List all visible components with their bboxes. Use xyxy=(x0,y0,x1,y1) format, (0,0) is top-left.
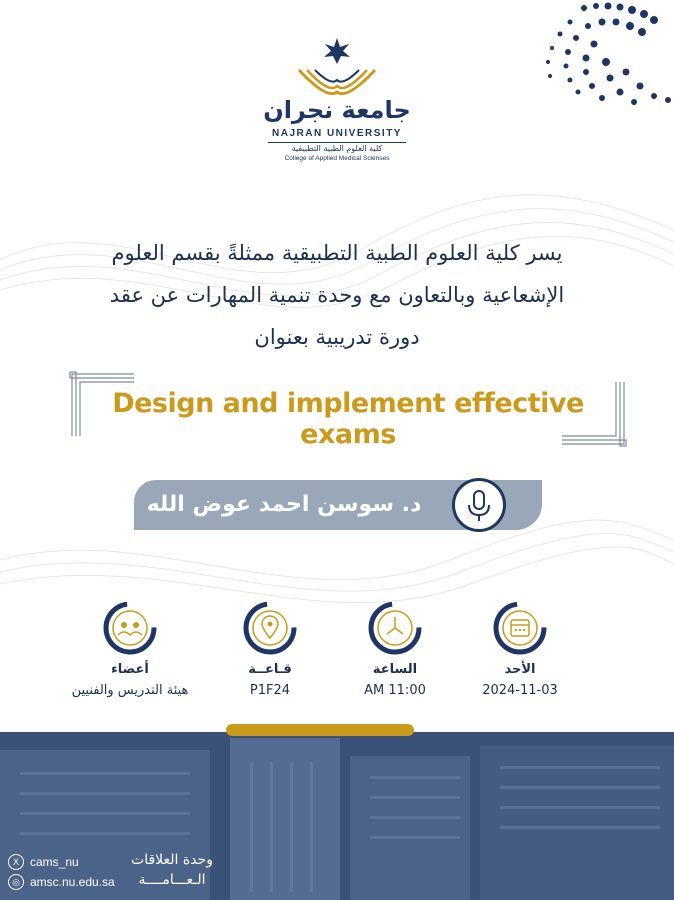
website-row[interactable] xyxy=(8,872,115,892)
room-value: P1F24 xyxy=(249,683,291,698)
logo-divider xyxy=(268,142,406,143)
date-info xyxy=(450,600,590,698)
location-pin-icon xyxy=(242,600,298,656)
social-handle[interactable]: cams_nu xyxy=(30,855,79,869)
calendar-icon xyxy=(492,600,548,656)
announcement-line-1: يسر كلية العلوم الطبية التطبيقية ممثلةً بقسم العلوم xyxy=(111,241,563,265)
logo-wings-icon xyxy=(297,66,377,96)
decorative-dots xyxy=(540,0,674,112)
audience-label: أعضاء xyxy=(111,662,149,677)
college-english-name: College of Applied Medical Scienses xyxy=(284,155,390,162)
date-value: 2024-11-03 xyxy=(482,683,558,698)
globe-icon: ◎ xyxy=(8,874,24,890)
social-links xyxy=(8,852,115,892)
website-link[interactable]: amsc.nu.edu.sa xyxy=(30,875,115,889)
time-value: 11:00 AM xyxy=(364,683,426,698)
room-label: قـاعــة xyxy=(248,662,292,677)
unit-line-2: الـعـــامــــة xyxy=(138,872,206,888)
university-logo xyxy=(262,38,412,160)
announcement-line-2: الإشعاعية وبالتعاون مع وحدة تنمية المهارات عن عقد xyxy=(109,283,565,307)
date-label: الأحد xyxy=(504,662,536,677)
audience-value: هيئة التدريس والفنيين xyxy=(71,683,189,698)
microphone-icon xyxy=(452,478,506,532)
audience-info xyxy=(60,600,200,698)
public-relations-unit xyxy=(122,850,222,890)
presenter-name: د. سوسن احمد عوض الله xyxy=(146,492,422,517)
people-icon xyxy=(102,600,158,656)
gold-divider-bar xyxy=(226,724,414,736)
course-title-frame xyxy=(68,370,628,448)
announcement-text xyxy=(40,232,634,358)
unit-line-1: وحدة العلاقات xyxy=(131,852,213,868)
logo-english-name: NAJRAN UNIVERSITY xyxy=(272,128,402,139)
time-label: الساعة xyxy=(372,662,418,677)
x-logo-icon: X xyxy=(8,854,24,870)
course-title: Design and implement effective exams xyxy=(112,388,584,450)
college-arabic-name: كلية العلوم الطبية التطبيقية xyxy=(291,144,383,153)
logo-arabic-name: جامعة نجران xyxy=(263,96,411,124)
announcement-line-3: دورة تدريبية بعنوان xyxy=(254,325,420,349)
social-handle-row[interactable] xyxy=(8,852,115,872)
time-info xyxy=(325,600,465,698)
clock-icon xyxy=(367,600,423,656)
room-info xyxy=(200,600,340,698)
